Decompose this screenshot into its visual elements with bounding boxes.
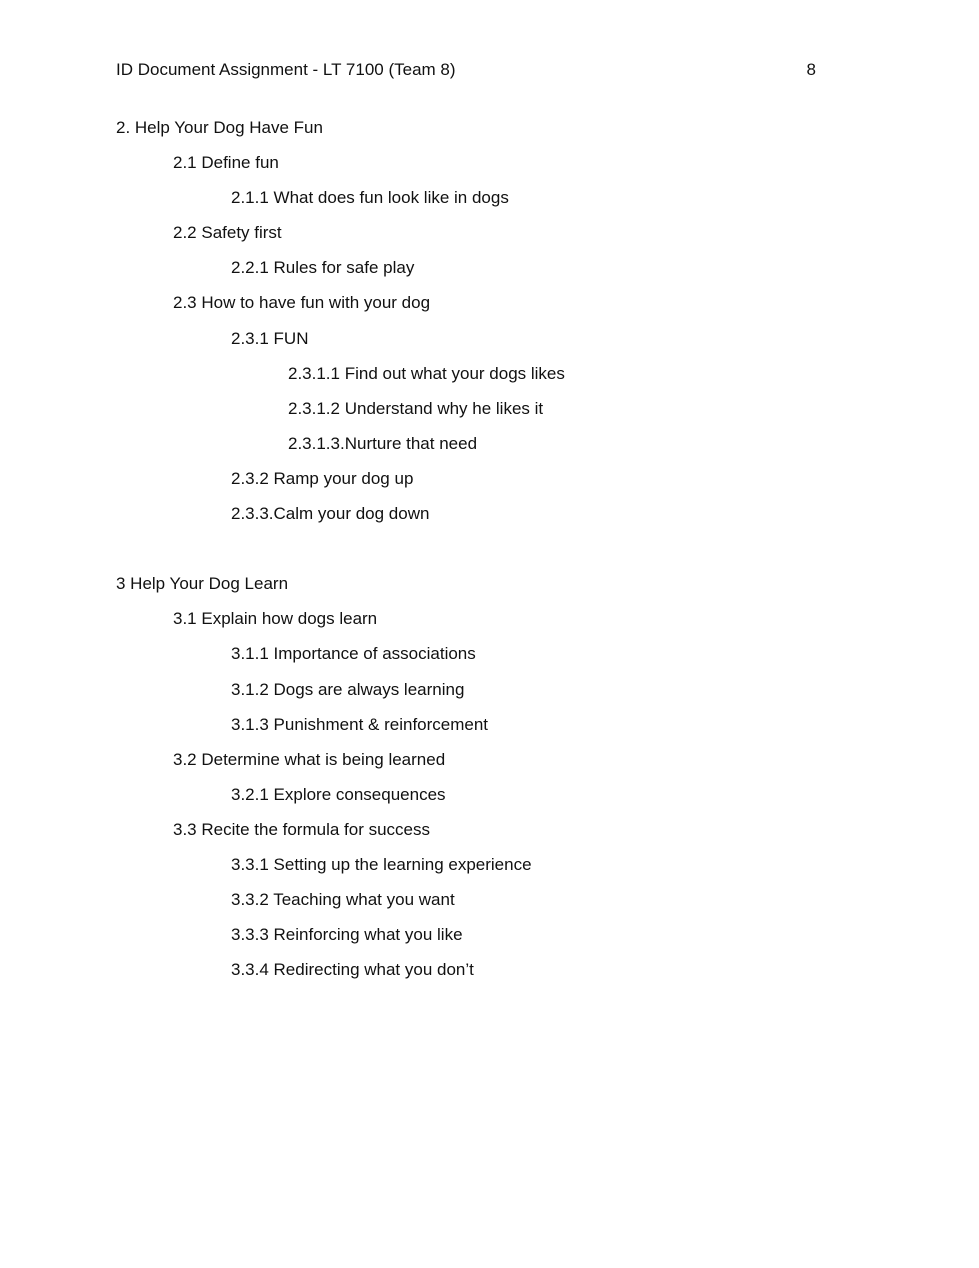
outline <box>116 116 876 993</box>
outline-item: 2.3.2 Ramp your dog up <box>231 468 414 488</box>
outline-item: 3.3.1 Setting up the learning experience <box>231 854 532 874</box>
outline-item: 2.3.1 FUN <box>231 328 309 348</box>
outline-item: 3.1.1 Importance of associations <box>231 644 476 664</box>
outline-item: 2.3.1.2 Understand why he likes it <box>288 398 544 418</box>
outline-item: 3.1.3 Punishment & reinforcement <box>231 714 489 734</box>
section-heading: 3 Help Your Dog Learn <box>116 574 289 594</box>
outline-item: 2.1 Define fun <box>173 153 279 173</box>
outline-item: 3.1.2 Dogs are always learning <box>231 679 465 699</box>
outline-item: 3.1 Explain how dogs learn <box>173 609 378 629</box>
outline-item: 2.2.1 Rules for safe play <box>231 258 415 278</box>
outline-item: 3.3 Recite the formula for success <box>173 819 431 839</box>
outline-item: 2.2 Safety first <box>173 223 282 243</box>
outline-item: 2.1.1 What does fun look like in dogs <box>231 188 509 208</box>
page-header <box>116 58 816 82</box>
outline-item: 2.3.1.1 Find out what your dogs likes <box>288 363 565 383</box>
outline-item: 3.3.3 Reinforcing what you like <box>231 925 463 945</box>
outline-item: 3.3.2 Teaching what you want <box>231 890 455 910</box>
section-heading: 2. Help Your Dog Have Fun <box>116 118 323 137</box>
outline-item: 3.3.4 Redirecting what you don’t <box>231 960 474 980</box>
outline-item: 3.2 Determine what is being learned <box>173 749 446 769</box>
section-gap <box>116 537 876 561</box>
header-title: ID Document Assignment - LT 7100 (Team 8) <box>116 60 456 79</box>
page-number: 8 <box>806 60 816 79</box>
outline-item: 2.3.3.Calm your dog down <box>231 504 430 524</box>
outline-item: 3.2.1 Explore consequences <box>231 784 446 804</box>
outline-item: 2.3 How to have fun with your dog <box>173 293 431 313</box>
outline-item: 2.3.1.3.Nurture that need <box>288 433 478 453</box>
